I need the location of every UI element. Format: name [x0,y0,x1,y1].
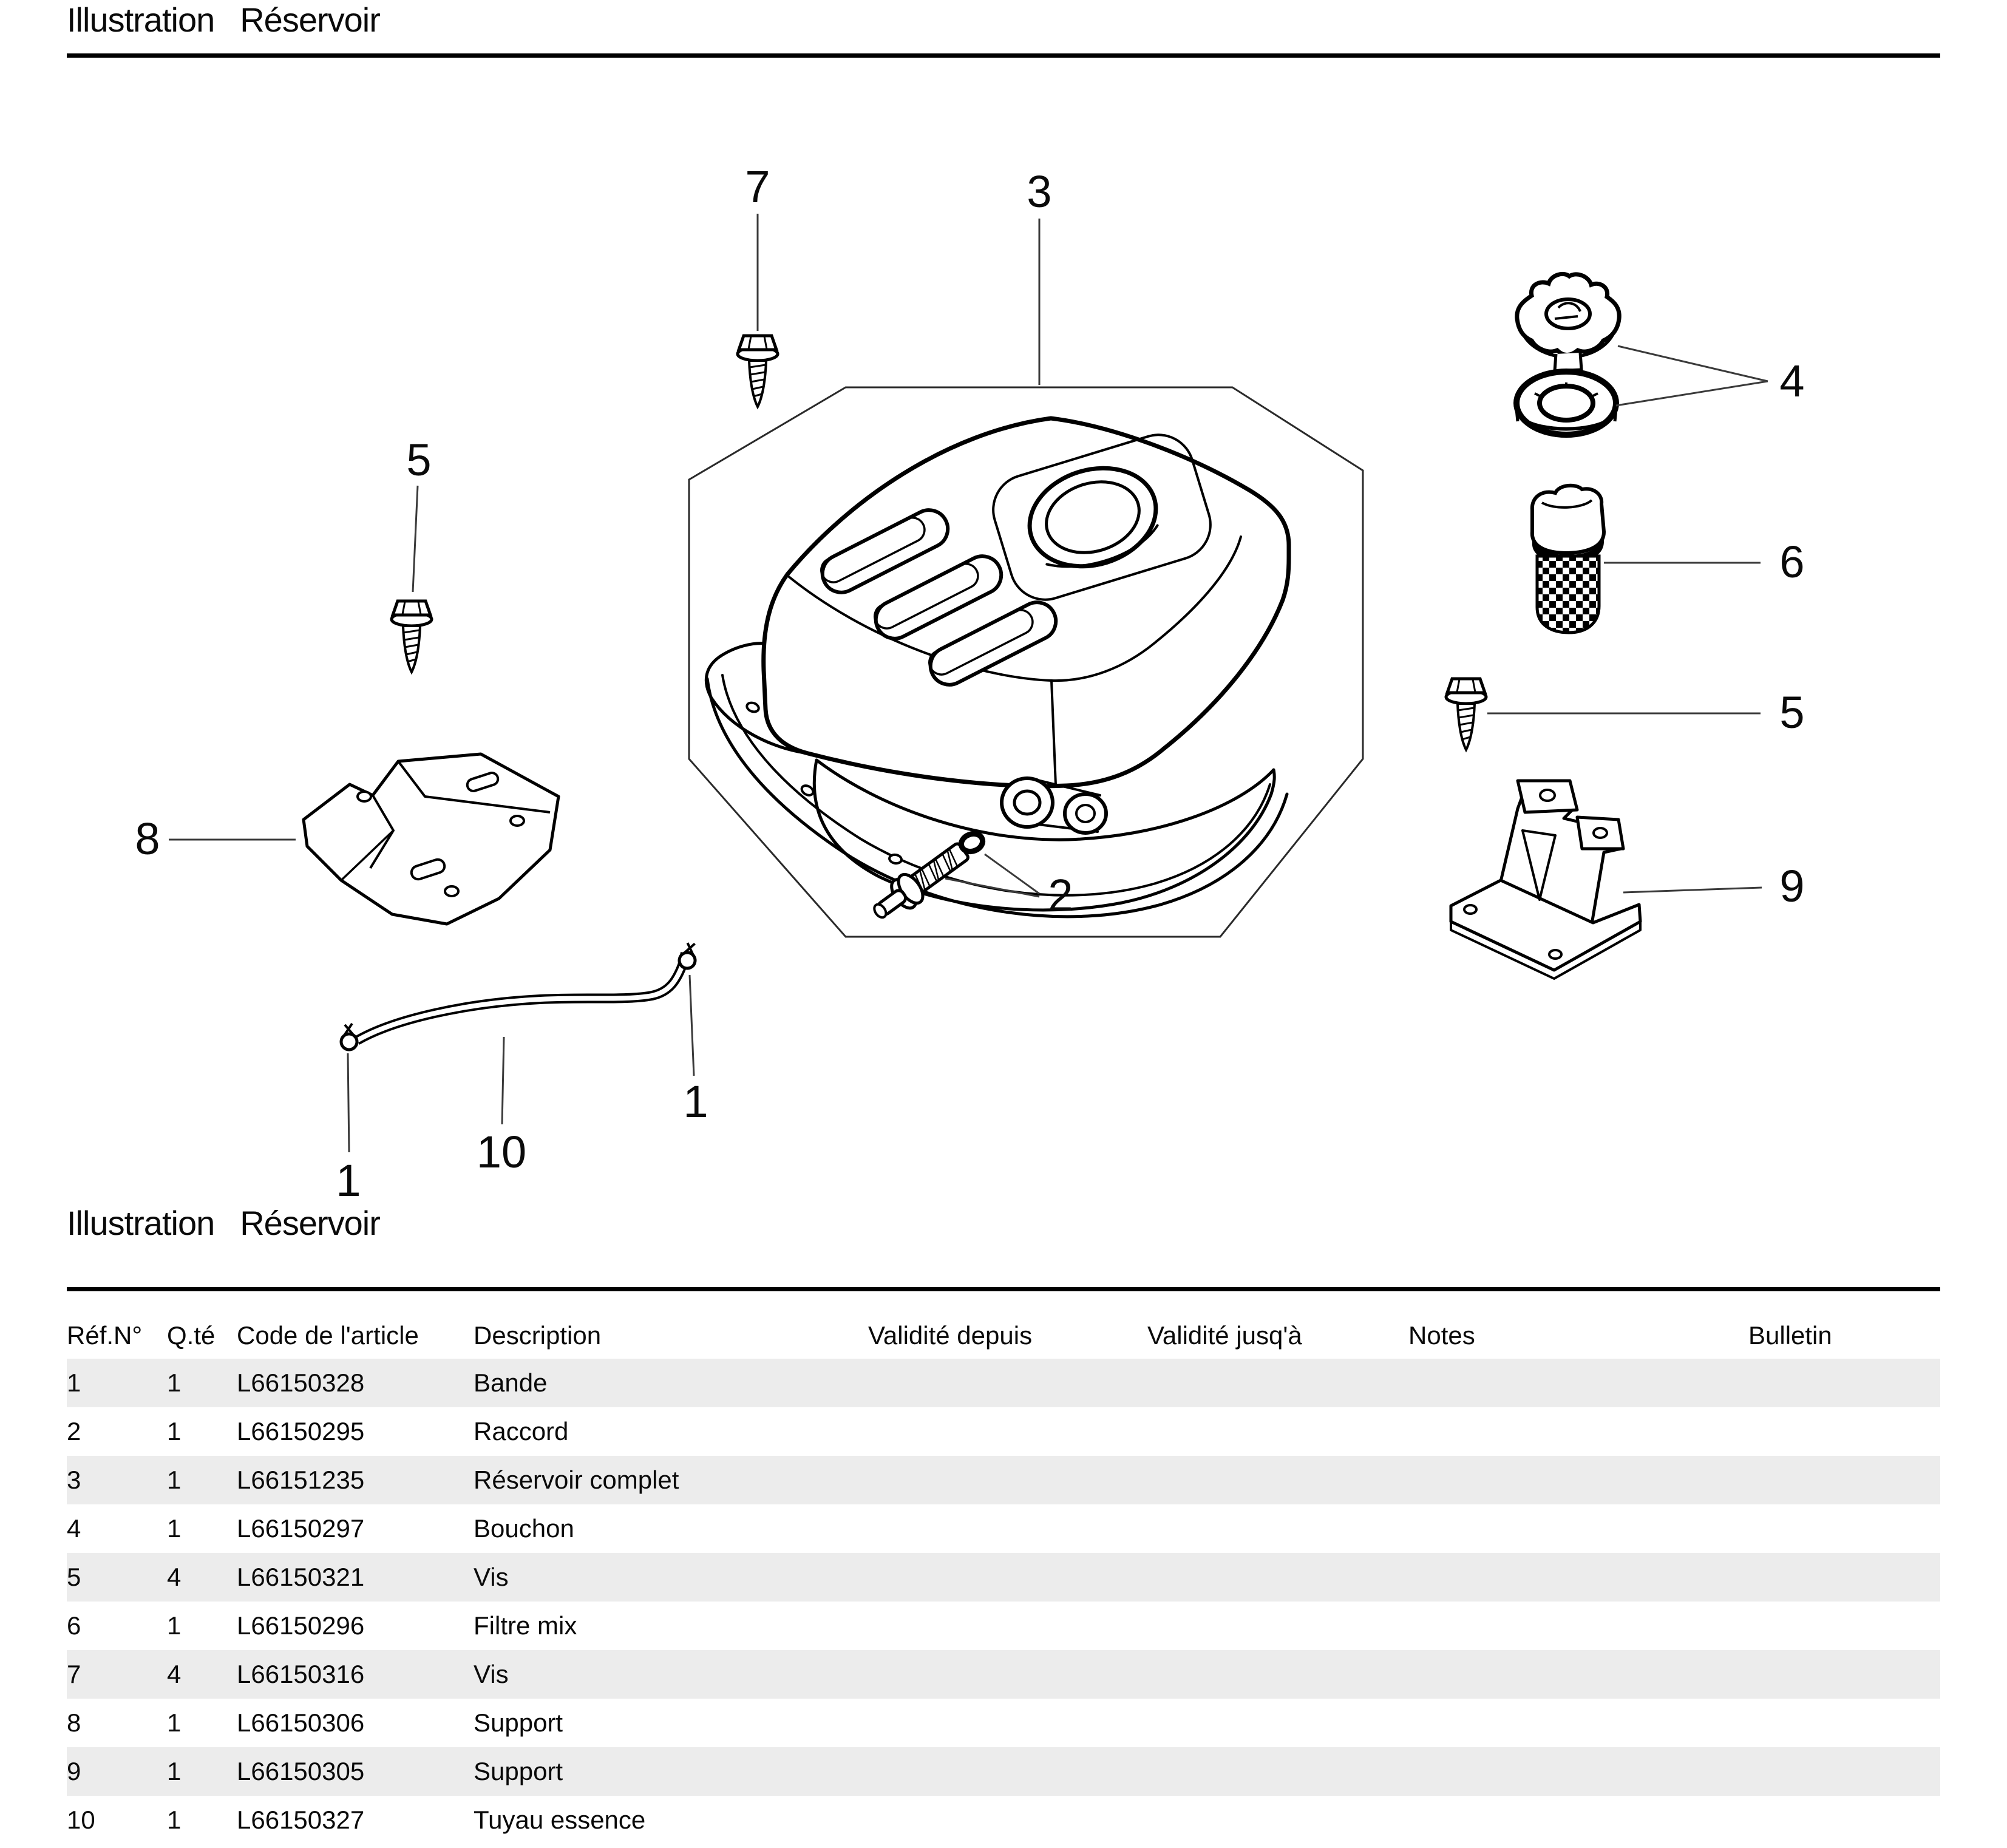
cell-code: L66150327 [237,1806,365,1834]
page-title-word2: Réservoir [240,1,380,39]
cell-code: L66151235 [237,1466,365,1494]
cell-qty: 1 [167,1466,182,1494]
cell-ref: 9 [67,1757,81,1785]
col-header-bulletin: Bulletin [1748,1321,1832,1350]
screw-part5-right [1446,679,1486,750]
callout-1-left: 1 [336,1155,361,1206]
fuel-hose [357,953,685,1041]
cell-qty: 1 [167,1757,182,1785]
cell-ref: 5 [67,1563,81,1591]
cell-code: L66150306 [237,1708,365,1737]
table-row [67,1456,1940,1504]
table-row [67,1359,1940,1407]
cell-ref: 2 [67,1417,81,1445]
cell-desc: Vis [474,1563,509,1591]
callout-10: 10 [476,1127,527,1177]
table-row [67,1650,1940,1699]
callout-5-right: 5 [1779,687,1805,738]
cell-desc: Support [474,1708,563,1737]
col-header-notes: Notes [1408,1321,1475,1350]
cell-qty: 1 [167,1708,182,1737]
cell-ref: 4 [67,1514,81,1543]
callout-9: 9 [1779,861,1805,911]
table-row [67,1504,1940,1553]
table-row [67,1747,1940,1796]
support-bracket-8 [304,754,559,924]
hose-clamp-left [341,1024,357,1050]
cell-ref: 1 [67,1368,81,1397]
cell-code: L66150328 [237,1368,365,1397]
cell-ref: 3 [67,1466,81,1494]
cell-code: L66150296 [237,1611,365,1640]
parts-table-header [67,1321,1940,1350]
cell-qty: 4 [167,1660,182,1688]
table-rule [67,1287,1940,1291]
cell-code: L66150297 [237,1514,365,1543]
fuel-cap-knob [1517,274,1619,371]
cell-qty: 1 [167,1514,182,1543]
table-row [67,1602,1940,1650]
table-title [67,1203,380,1243]
parts-table [67,1359,1940,1844]
page-title-word1: Illustration [67,1,215,39]
cell-desc: Bouchon [474,1514,574,1543]
screw-part5-left [392,601,432,672]
callout-3: 3 [1027,166,1052,217]
callout-2: 2 [1048,870,1073,920]
table-row [67,1407,1940,1456]
cell-code: L66150321 [237,1563,365,1591]
cell-ref: 8 [67,1708,81,1737]
cell-desc: Support [474,1757,563,1785]
callout-7: 7 [745,161,770,212]
cell-desc: Bande [474,1368,548,1397]
cell-qty: 1 [167,1368,182,1397]
callout-5-left: 5 [406,435,432,485]
col-header-valid-to: Validité jusq'à [1147,1321,1302,1350]
cell-desc: Réservoir complet [474,1466,679,1494]
fuel-filter [1532,486,1604,633]
table-title-word2: Réservoir [240,1204,380,1242]
col-header-code: Code de l'article [237,1321,419,1350]
callout-6: 6 [1779,537,1805,587]
cell-ref: 10 [67,1806,95,1834]
cell-qty: 1 [167,1417,182,1445]
cell-desc: Raccord [474,1417,569,1445]
table-row [67,1796,1940,1844]
cell-qty: 1 [167,1806,182,1834]
cell-qty: 1 [167,1611,182,1640]
cell-code: L66150316 [237,1660,365,1688]
table-title-word1: Illustration [67,1204,215,1242]
support-bracket-9 [1451,781,1640,979]
col-header-qty: Q.té [167,1321,216,1350]
cell-desc: Tuyau essence [474,1806,646,1834]
cell-code: L66150305 [237,1757,365,1785]
cell-desc: Filtre mix [474,1611,577,1640]
hose-clamp-right [677,941,699,970]
table-row [67,1699,1940,1747]
cell-desc: Vis [474,1660,509,1688]
col-header-description: Description [474,1321,602,1350]
callout-1-right: 1 [683,1076,708,1127]
callout-8: 8 [135,814,160,864]
cell-ref: 6 [67,1611,81,1640]
cell-code: L66150295 [237,1417,365,1445]
col-header-ref: Réf.N° [67,1321,143,1350]
fuel-cap-gasket [1516,372,1616,435]
col-header-valid-from: Validité depuis [868,1321,1033,1350]
callout-4: 4 [1779,356,1805,406]
cell-ref: 7 [67,1660,81,1688]
screw-part7 [738,336,778,407]
table-row [67,1553,1940,1602]
cell-qty: 4 [167,1563,182,1591]
fuel-tank-drawing [706,418,1289,920]
